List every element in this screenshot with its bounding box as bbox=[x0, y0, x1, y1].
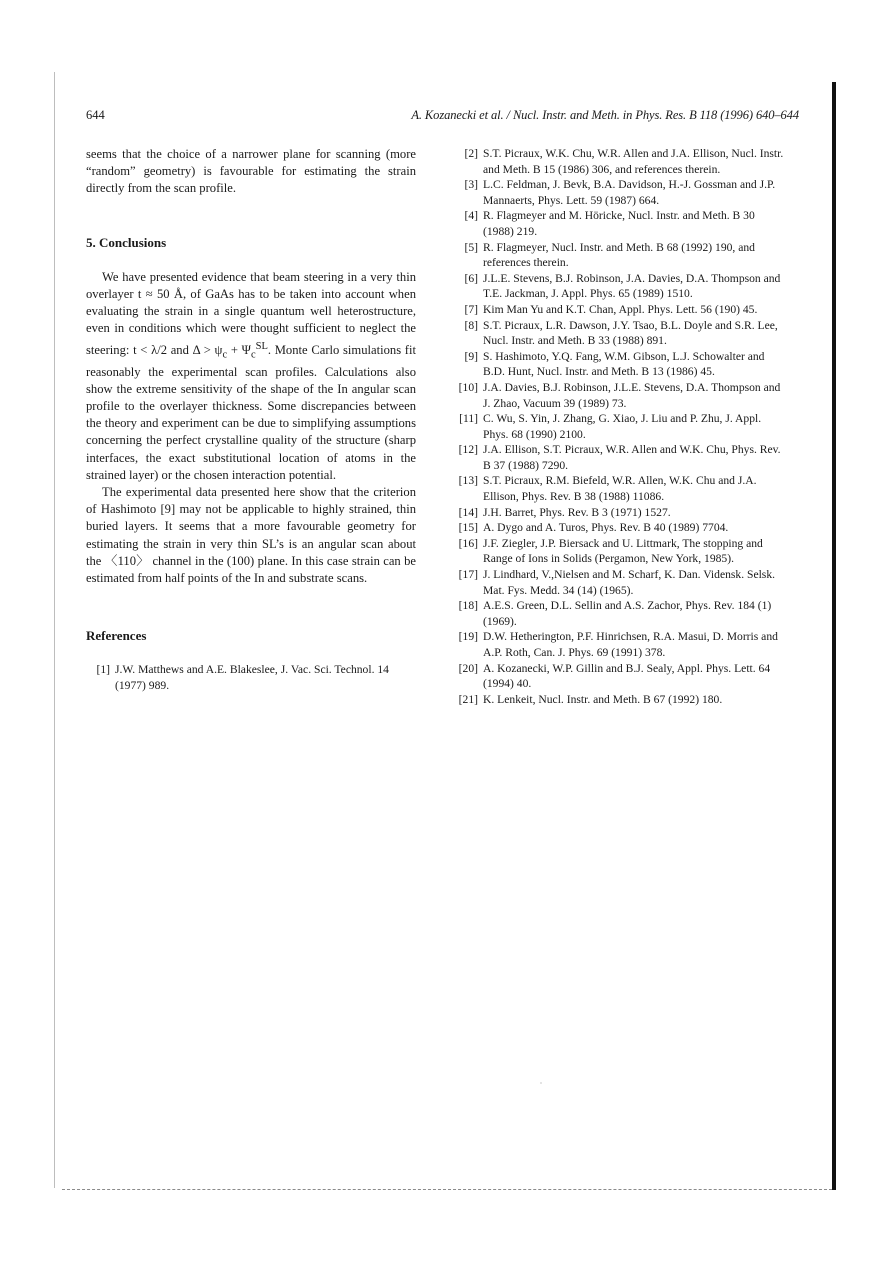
reference-item bbox=[454, 661, 784, 692]
reference-item bbox=[454, 505, 784, 521]
psi-subscript: c bbox=[222, 349, 228, 361]
section-heading-conclusions: 5. Conclusions bbox=[86, 234, 167, 250]
capital-psi-subscript: c bbox=[250, 349, 256, 361]
reference-text: L.C. Feldman, J. Bevk, B.A. Davidson, H.-J. Gossman and J.P. Mannaerts, Phys. Lett. 59 (1987) 664. bbox=[483, 178, 776, 207]
left-margin-rule bbox=[54, 72, 55, 1188]
reference-text: S.T. Picraux, L.R. Dawson, J.Y. Tsao, B.L. Doyle and S.R. Lee, Nucl. Instr. and Meth. B 33 (1988) 891. bbox=[483, 318, 778, 348]
reference-number: [1] bbox=[96, 663, 110, 677]
conclusion-p1-plus: + Ψ bbox=[227, 342, 251, 357]
reference-number: [4] bbox=[464, 209, 478, 223]
reference-number: [19] bbox=[458, 630, 478, 644]
reference-item bbox=[454, 567, 784, 598]
reference-item bbox=[454, 520, 784, 536]
reference-text: J.A. Davies, B.J. Robinson, J.L.E. Stevens, D.A. Thompson and J. Zhao, Vacuum 39 (1989) 73. bbox=[483, 380, 781, 410]
reference-item bbox=[454, 146, 784, 177]
reference-item bbox=[454, 380, 784, 411]
reference-number: [14] bbox=[458, 505, 478, 519]
left-column bbox=[86, 146, 416, 694]
reference-number: [12] bbox=[458, 443, 478, 457]
references-heading: References bbox=[86, 628, 147, 644]
conclusion-p1-part-b: . Monte Carlo simulations fit reasonably the experimental scan profiles. Calculations also show the extreme sensitivity of the shape of the In angular scan profile to the overlayer thickness. Some discrepancies between the theory and experiment can be due to simplifying assumptions concerning the perfect crystalline quality of the structure (sharp interfaces, the exact substitutional location of atoms in the strained layer) or the chosen interaction potential. bbox=[86, 342, 416, 482]
reference-item bbox=[454, 598, 784, 629]
reference-text: A.E.S. Green, D.L. Sellin and A.S. Zachor, Phys. Rev. 184 (1) (1969). bbox=[483, 599, 772, 628]
reference-number: [9] bbox=[464, 349, 478, 363]
reference-number: [17] bbox=[458, 568, 478, 582]
conclusion-paragraph-2: The experimental data presented here show that the criterion of Hashimoto [9] may not be applicable to highly strained, thin buried layers. It seems that a more favourable geometry for estimating the strain in very thin SL’s is an angular scan about the 〈110〉 channel in the (100) plane. In this case strain can be estimated from half points of the In and substrate scans. bbox=[86, 484, 416, 585]
reference-number: [11] bbox=[459, 412, 478, 426]
reference-item bbox=[454, 629, 784, 660]
reference-item bbox=[454, 271, 784, 302]
reference-text: R. Flagmeyer, Nucl. Instr. and Meth. B 68 (1992) 190, and references therein. bbox=[483, 240, 755, 270]
reference-text: J.L.E. Stevens, B.J. Robinson, J.A. Davies, D.A. Thompson and T.E. Jackman, J. Appl. Phys. 65 (1989) 1510. bbox=[483, 271, 781, 301]
reference-item bbox=[454, 208, 784, 239]
reference-number: [7] bbox=[464, 302, 478, 316]
page-number: 644 bbox=[86, 108, 105, 122]
reference-item bbox=[454, 177, 784, 208]
reference-number: [6] bbox=[464, 271, 478, 285]
reference-item bbox=[454, 411, 784, 442]
reference-text: S. Hashimoto, Y.Q. Fang, W.M. Gibson, L.J. Schowalter and B.D. Hunt, Nucl. Instr. and Meth. B 13 (1986) 45. bbox=[483, 349, 765, 379]
reference-item bbox=[454, 473, 784, 504]
reference-number: [20] bbox=[458, 661, 478, 675]
reference-text: J.H. Barret, Phys. Rev. B 3 (1971) 1527. bbox=[483, 505, 671, 519]
running-title: A. Kozanecki et al. / Nucl. Instr. and Meth. in Phys. Res. B 118 (1996) 640–644 bbox=[411, 108, 799, 122]
bottom-dashed-rule bbox=[62, 1189, 832, 1190]
reference-text: J.A. Ellison, S.T. Picraux, W.R. Allen and W.K. Chu, Phys. Rev. B 37 (1988) 7290. bbox=[483, 443, 781, 472]
right-column bbox=[454, 146, 784, 707]
reference-item bbox=[454, 536, 784, 567]
reference-number: [10] bbox=[458, 380, 478, 394]
reference-text: A. Dygo and A. Turos, Phys. Rev. B 40 (1989) 7704. bbox=[483, 521, 729, 535]
reference-item bbox=[86, 662, 416, 693]
reference-text: Kim Man Yu and K.T. Chan, Appl. Phys. Lett. 56 (190) 45. bbox=[483, 302, 758, 316]
reference-text: S.T. Picraux, R.M. Biefeld, W.R. Allen, W.K. Chu and J.A. Ellison, Phys. Rev. B 38 (1988) 11086. bbox=[483, 474, 757, 504]
reference-text: D.W. Hetherington, P.F. Hinrichsen, R.A. Masui, D. Morris and A.P. Roth, Can. J. Phys. 69 (1991) 378. bbox=[483, 630, 778, 659]
conclusion-paragraph-1 bbox=[86, 269, 416, 484]
reference-item bbox=[454, 318, 784, 349]
reference-number: [16] bbox=[458, 536, 478, 550]
reference-item bbox=[454, 349, 784, 380]
right-edge-bar bbox=[832, 82, 836, 1190]
intro-paragraph: seems that the choice of a narrower plane for scanning (more “random” geometry) is favourable for estimating the strain directly from the scan profile. bbox=[86, 147, 416, 196]
reference-number: [3] bbox=[464, 178, 478, 192]
reference-list-right bbox=[454, 146, 784, 707]
reference-list-left bbox=[86, 662, 416, 693]
reference-item bbox=[454, 692, 784, 708]
reference-text: K. Lenkeit, Nucl. Instr. and Meth. B 67 (1992) 180. bbox=[483, 692, 723, 706]
scan-speck bbox=[540, 1082, 542, 1084]
reference-text: J.W. Matthews and A.E. Blakeslee, J. Vac. Sci. Technol. 14 (1977) 989. bbox=[115, 663, 389, 692]
conclusion-p1-part-a: We have presented evidence that beam steering in a very thin overlayer t ≈ 50 Å, of GaAs has to be taken into account when evaluating the strain in a single quantum well heterostructure, even in conditions which were thought sufficient to neglect the steering: t < λ/2 and Δ > ψ bbox=[86, 269, 416, 357]
reference-number: [15] bbox=[458, 521, 478, 535]
reference-number: [8] bbox=[464, 318, 478, 332]
reference-number: [2] bbox=[464, 147, 478, 160]
reference-item bbox=[454, 442, 784, 473]
page-header bbox=[86, 108, 799, 128]
capital-psi-superscript: SL bbox=[255, 340, 268, 352]
reference-number: [13] bbox=[458, 474, 478, 488]
reference-item bbox=[454, 302, 784, 318]
reference-text: A. Kozanecki, W.P. Gillin and B.J. Sealy, Appl. Phys. Lett. 64 (1994) 40. bbox=[483, 661, 771, 691]
reference-text: J. Lindhard, V.,Nielsen and M. Scharf, K. Dan. Vidensk. Selsk. Mat. Fys. Medd. 34 (14) (1965). bbox=[483, 568, 776, 597]
reference-item bbox=[454, 240, 784, 271]
reference-text: S.T. Picraux, W.K. Chu, W.R. Allen and J.A. Ellison, Nucl. Instr. and Meth. B 15 (1986) 306, and references therein. bbox=[483, 147, 784, 176]
reference-text: J.F. Ziegler, J.P. Biersack and U. Littmark, The stopping and Range of Ions in Solids (Pergamon, New York, 1985). bbox=[483, 536, 763, 566]
reference-number: [21] bbox=[458, 692, 478, 706]
reference-number: [5] bbox=[464, 240, 478, 254]
reference-text: C. Wu, S. Yin, J. Zhang, G. Xiao, J. Liu and P. Zhu, J. Appl. Phys. 68 (1990) 2100. bbox=[483, 412, 762, 441]
reference-text: R. Flagmeyer and M. Höricke, Nucl. Instr. and Meth. B 30 (1988) 219. bbox=[483, 209, 755, 238]
reference-number: [18] bbox=[458, 599, 478, 613]
